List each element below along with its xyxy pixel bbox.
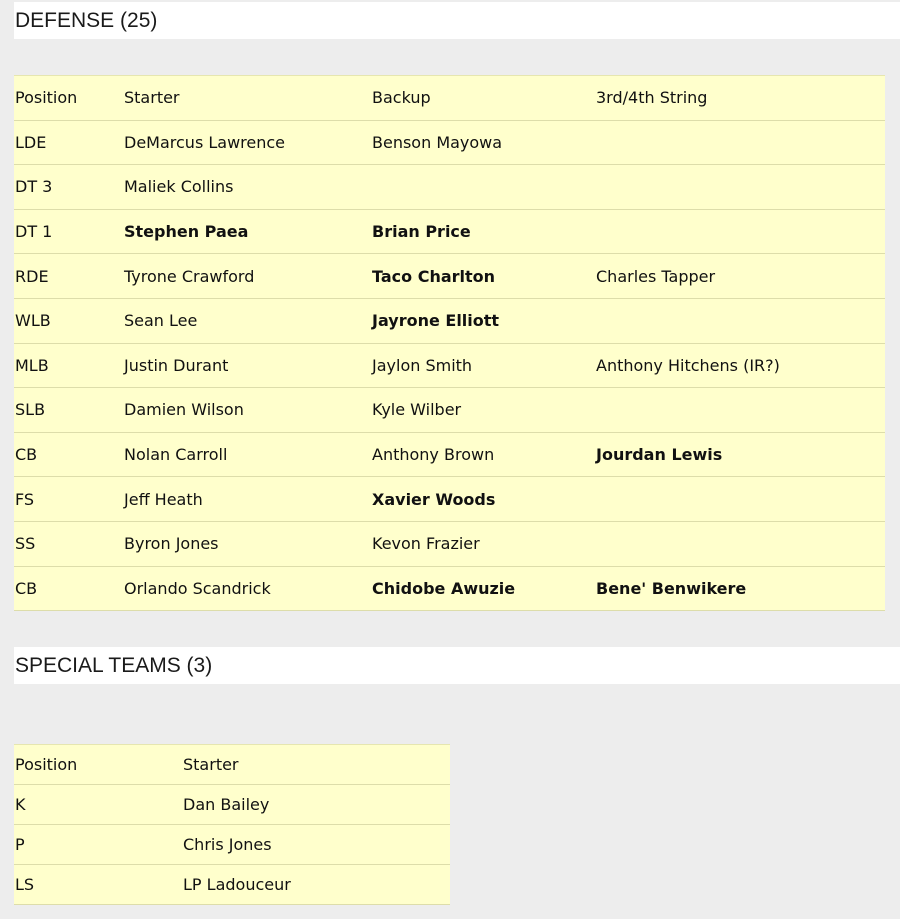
table-row — [14, 298, 885, 343]
player-cell: Anthony Hitchens (IR?) — [595, 343, 885, 388]
player-cell: Anthony Brown — [371, 432, 595, 477]
table-row — [14, 343, 885, 388]
table-row — [14, 432, 885, 477]
defense-depth-chart-table — [14, 75, 885, 611]
player-cell: Dan Bailey — [182, 785, 450, 825]
position-cell: CB — [14, 566, 123, 611]
player-cell: Benson Mayowa — [371, 120, 595, 165]
player-cell: Tyrone Crawford — [123, 254, 371, 299]
player-cell: Orlando Scandrick — [123, 566, 371, 611]
position-cell: P — [14, 825, 182, 865]
player-cell: DeMarcus Lawrence — [123, 120, 371, 165]
player-cell: Brian Price — [371, 209, 595, 254]
position-cell: DT 1 — [14, 209, 123, 254]
special-teams-depth-chart-table — [14, 744, 450, 905]
special-teams-section-title — [14, 647, 900, 684]
position-cell: CB — [14, 432, 123, 477]
player-cell — [595, 388, 885, 433]
player-cell — [595, 120, 885, 165]
player-cell: Jourdan Lewis — [595, 432, 885, 477]
player-cell — [595, 165, 885, 210]
player-cell — [595, 209, 885, 254]
player-cell: Jaylon Smith — [371, 343, 595, 388]
player-cell — [595, 477, 885, 522]
table-row — [14, 477, 885, 522]
position-cell: WLB — [14, 298, 123, 343]
column-header: Position — [14, 745, 182, 785]
position-cell: RDE — [14, 254, 123, 299]
table-header-row — [14, 745, 450, 785]
column-header: Starter — [123, 76, 371, 121]
player-cell: Nolan Carroll — [123, 432, 371, 477]
table-row — [14, 388, 885, 433]
player-cell: Byron Jones — [123, 521, 371, 566]
table-row — [14, 785, 450, 825]
player-cell: Chris Jones — [182, 825, 450, 865]
player-cell: Jeff Heath — [123, 477, 371, 522]
column-header: Position — [14, 76, 123, 121]
player-cell: Xavier Woods — [371, 477, 595, 522]
position-cell: FS — [14, 477, 123, 522]
column-header: Starter — [182, 745, 450, 785]
table-row — [14, 120, 885, 165]
player-cell: Sean Lee — [123, 298, 371, 343]
player-cell: Taco Charlton — [371, 254, 595, 299]
column-header: Backup — [371, 76, 595, 121]
player-cell: Chidobe Awuzie — [371, 566, 595, 611]
position-cell: SS — [14, 521, 123, 566]
player-cell: LP Ladouceur — [182, 865, 450, 905]
player-cell: Justin Durant — [123, 343, 371, 388]
defense-section-title — [14, 2, 900, 39]
player-cell: Kevon Frazier — [371, 521, 595, 566]
player-cell: Charles Tapper — [595, 254, 885, 299]
player-cell: Damien Wilson — [123, 388, 371, 433]
table-row — [14, 865, 450, 905]
player-cell: Maliek Collins — [123, 165, 371, 210]
table-row — [14, 165, 885, 210]
table-row — [14, 825, 450, 865]
table-header-row — [14, 76, 885, 121]
table-row — [14, 521, 885, 566]
position-cell: K — [14, 785, 182, 825]
player-cell: Jayrone Elliott — [371, 298, 595, 343]
player-cell — [595, 298, 885, 343]
player-cell: Stephen Paea — [123, 209, 371, 254]
player-cell: Kyle Wilber — [371, 388, 595, 433]
player-cell — [595, 521, 885, 566]
position-cell: LS — [14, 865, 182, 905]
player-cell: Bene' Benwikere — [595, 566, 885, 611]
player-cell — [371, 165, 595, 210]
position-cell: SLB — [14, 388, 123, 433]
column-header: 3rd/4th String — [595, 76, 885, 121]
position-cell: MLB — [14, 343, 123, 388]
position-cell: DT 3 — [14, 165, 123, 210]
table-row — [14, 254, 885, 299]
table-row — [14, 566, 885, 611]
table-row — [14, 209, 885, 254]
defense-title-text: DEFENSE (25) — [15, 8, 158, 32]
special-teams-title-text: SPECIAL TEAMS (3) — [15, 653, 213, 677]
position-cell: LDE — [14, 120, 123, 165]
